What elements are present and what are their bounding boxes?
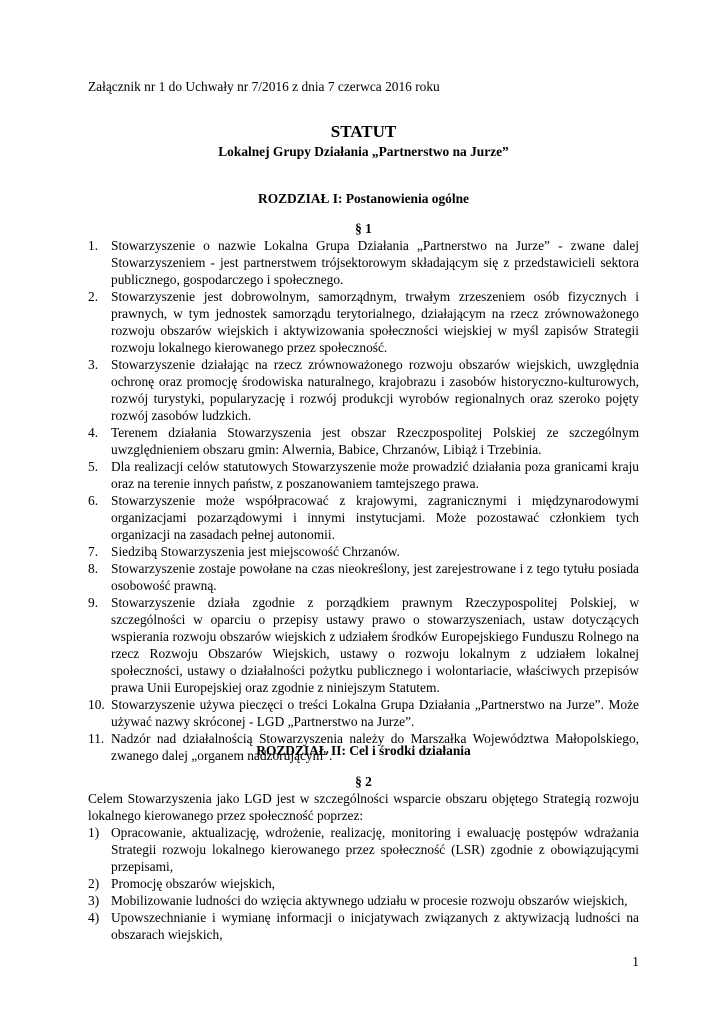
list-item: 8. Stowarzyszenie zostaje powołane na czas nieokreślony, jest zarejestrowane i z tego tytułu posiada osobowość prawną. <box>88 561 639 593</box>
list-item: 11. Nadzór nad działalnością Stowarzyszenia należy do Marszałka Województwa Małopolskiego, zwanego dalej „organem nadzorującym”. <box>88 731 639 763</box>
chapter-2-list <box>88 824 639 943</box>
section-2-heading: § 2 <box>355 774 372 789</box>
chapter-1-heading: ROZDZIAŁ I: Postanowienia ogólne <box>258 191 469 206</box>
list-item: 3. Stowarzyszenie działając na rzecz zrównoważonego rozwoju obszarów wiejskich, uwzględnia ochronę oraz promocję środowiska naturalnego, krajobrazu i zasobów historyczno-kulturowych, rozwój turystyki, popularyzację i rozwój produkcji wyrobów regionalnych oraz szeroko pojęty rozwój zasobów ludzkich. <box>88 357 639 423</box>
attachment-note: Załącznik nr 1 do Uchwały nr 7/2016 z dnia 7 czerwca 2016 roku <box>88 79 440 94</box>
document-subtitle: Lokalnej Grupy Działania „Partnerstwo na Jurze” <box>218 144 509 159</box>
page-number: 1 <box>632 954 639 969</box>
list-item: 1) Opracowanie, aktualizację, wdrożenie, realizację, monitoring i ewaluację postępów wdrażania Strategii rozwoju lokalnego kierowanego przez społeczność (LSR) zgodnie z obowiązującymi przepisami, <box>88 825 639 874</box>
section-1-heading: § 1 <box>355 221 372 236</box>
list-item: 2. Stowarzyszenie jest dobrowolnym, samorządnym, trwałym zrzeszeniem osób fizycznych i prawnych, w tym jednostek samorządu terytorialnego, działającym na rzecz zrównoważonego rozwoju obszarów wiejskich i aktywizowania społeczności wiejskiej w myśl zapisów Strategii rozwoju lokalnego kierowanego przez społeczność. <box>88 289 639 355</box>
chapter-2-intro: Celem Stowarzyszenia jako LGD jest w szczególności wsparcie obszaru objętego Strategią rozwoju lokalnego kierowanego przez społeczność poprzez: <box>88 791 639 823</box>
list-item: 5. Dla realizacji celów statutowych Stowarzyszenie może prowadzić działania poza granicami kraju oraz na terenie innych państw, z poszanowaniem tamtejszego prawa. <box>88 459 639 491</box>
list-item: 9. Stowarzyszenie działa zgodnie z porządkiem prawnym Rzeczypospolitej Polskiej, w szczególności w oparciu o przepisy ustawy prawo o stowarzyszeniach, ustaw dotyczących wspierania rozwoju obszarów wiejskich z udziałem środków Europejskiego Funduszu Rolnego na rzecz Rozwoju Obszarów Wiejskich, ustawy o rozwoju lokalnym z udziałem lokalnej społeczności, ustawy o działalności pożytku publicznego i wolontariacie, właściwych przepisów prawa Unii Europejskiej oraz zgodnie z niniejszym Statutem. <box>88 595 639 695</box>
list-item: 4. Terenem działania Stowarzyszenia jest obszar Rzeczpospolitej Polskiej ze szczególnym uwzględnieniem obszaru gmin: Alwernia, Babice, Chrzanów, Libiąż i Trzebinia. <box>88 425 639 457</box>
list-item: 3) Mobilizowanie ludności do wzięcia aktywnego udziału w procesie rozwoju obszarów wiejskich, <box>88 893 628 908</box>
list-item: 7. Siedzibą Stowarzyszenia jest miejscowość Chrzanów. <box>88 544 400 559</box>
list-item: 6. Stowarzyszenie może współpracować z krajowymi, zagranicznymi i międzynarodowymi organizacjami pozarządowymi i innymi instytucjami. Może pozostawać członkiem tych organizacji na zasadach pełnej autonomii. <box>88 493 639 542</box>
list-item: 4) Upowszechnianie i wymianę informacji o inicjatywach związanych z aktywizacją ludności na obszarach wiejskich, <box>88 910 639 942</box>
document-title: STATUT <box>330 122 397 141</box>
list-item: 1. Stowarzyszenie o nazwie Lokalna Grupa Działania „Partnerstwo na Jurze” - zwane dalej Stowarzyszeniem - jest partnerstwem trójsektorowym składającym się z przedstawicieli sektora publicznego, gospodarczego i społecznego. <box>88 238 639 287</box>
chapter-2-heading: ROZDZIAŁ II: Cel i środki działania <box>256 743 471 758</box>
list-item: 2) Promocję obszarów wiejskich, <box>88 876 275 891</box>
chapter-1-list <box>88 237 639 764</box>
list-item: 10. Stowarzyszenie używa pieczęci o treści Lokalna Grupa Działania „Partnerstwo na Jurze”. Może używać nazwy skróconej - LGD „Partnerstwo na Jurze”. <box>88 697 639 729</box>
